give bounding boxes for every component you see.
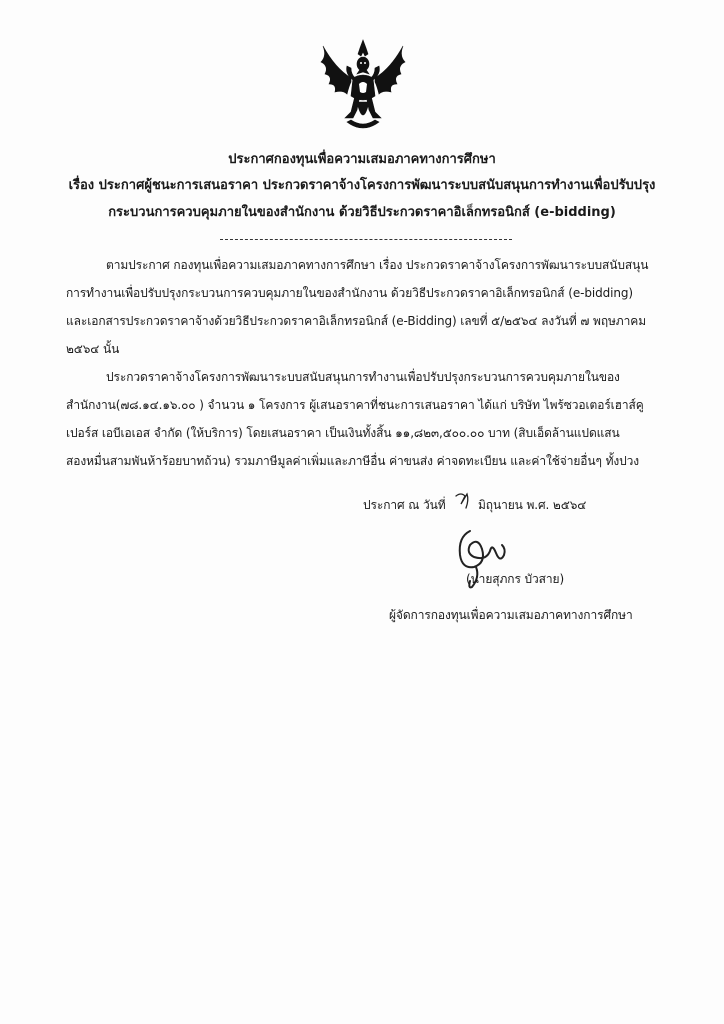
paragraph-2-line-4: สองหมื่นสามพันห้าร้อยบาทถ้วน) รวมภาษีมูลค่าเพิ่มและภาษีอื่น ค่าขนส่ง ค่าจดทะเบียน และค่าใช้จ่ายอื่นๆ ทั้งปวง <box>66 454 640 468</box>
paragraph-1-line-3: และเอกสารประกวดราคาจ้างด้วยวิธีประกวดราคาอิเล็กทรอนิกส์ (e-Bidding) เลขที่ ๕/๒๕๖๔ ลงวันที่ ๗ พฤษภาคม <box>66 314 646 328</box>
handwritten-day-mark <box>453 490 473 512</box>
subject-line-2: กระบวนการควบคุมภายในของสำนักงาน ด้วยวิธีประกวดราคาอิเล็กทรอนิกส์ (e-bidding) <box>108 205 616 220</box>
paragraph-1-line-4: ๒๕๖๔ นั้น <box>66 342 120 356</box>
date-suffix: มิถุนายน พ.ศ. ๒๕๖๔ <box>478 498 587 512</box>
paragraph-1-line-1: ตามประกาศ กองทุนเพื่อความเสมอภาคทางการศึกษา เรื่อง ประกวดราคาจ้างโครงการพัฒนาระบบสนับสนุน <box>106 258 649 272</box>
paragraph-2-line-1: ประกวดราคาจ้างโครงการพัฒนาระบบสนับสนุนการทำงานเพื่อปรับปรุงกระบวนการควบคุมภายในของ <box>106 370 620 384</box>
paragraph-1-line-2: การทำงานเพื่อปรับปรุงกระบวนการควบคุมภายในของสำนักงาน ด้วยวิธีประกวดราคาอิเล็กทรอนิกส์ (e-bidding) <box>66 286 633 300</box>
subject-line-1: เรื่อง ประกาศผู้ชนะการเสนอราคา ประกวดราคาจ้างโครงการพัฒนาระบบสนับสนุนการทำงานเพื่อปรับปรุง <box>68 178 656 193</box>
dashed-divider <box>220 239 512 240</box>
signatory-position: ผู้จัดการกองทุนเพื่อความเสมอภาคทางการศึกษา <box>389 608 633 622</box>
date-prefix: ประกาศ ณ วันที่ <box>363 498 446 512</box>
signatory-name: (นายสุภกร บัวสาย) <box>466 572 565 586</box>
garuda-emblem <box>317 38 409 136</box>
announcement-title: ประกาศกองทุนเพื่อความเสมอภาคทางการศึกษา <box>228 152 496 167</box>
paragraph-2-line-2: สำนักงาน(๗๘.๑๔.๑๖.๐๐ ) จำนวน ๑ โครงการ ผู้เสนอราคาที่ชนะการเสนอราคา ได้แก่ บริษัท ไพร้ซวอเตอร์เฮาส์คู <box>66 398 644 412</box>
paragraph-2-line-3: เปอร์ส เอบีเอเอส จำกัด (ให้บริการ) โดยเสนอราคา เป็นเงินทั้งสิ้น ๑๑,๘๒๓,๕๐๐.๐๐ บาท (สิบเอ็ดล้านแปดแสน <box>66 426 620 440</box>
